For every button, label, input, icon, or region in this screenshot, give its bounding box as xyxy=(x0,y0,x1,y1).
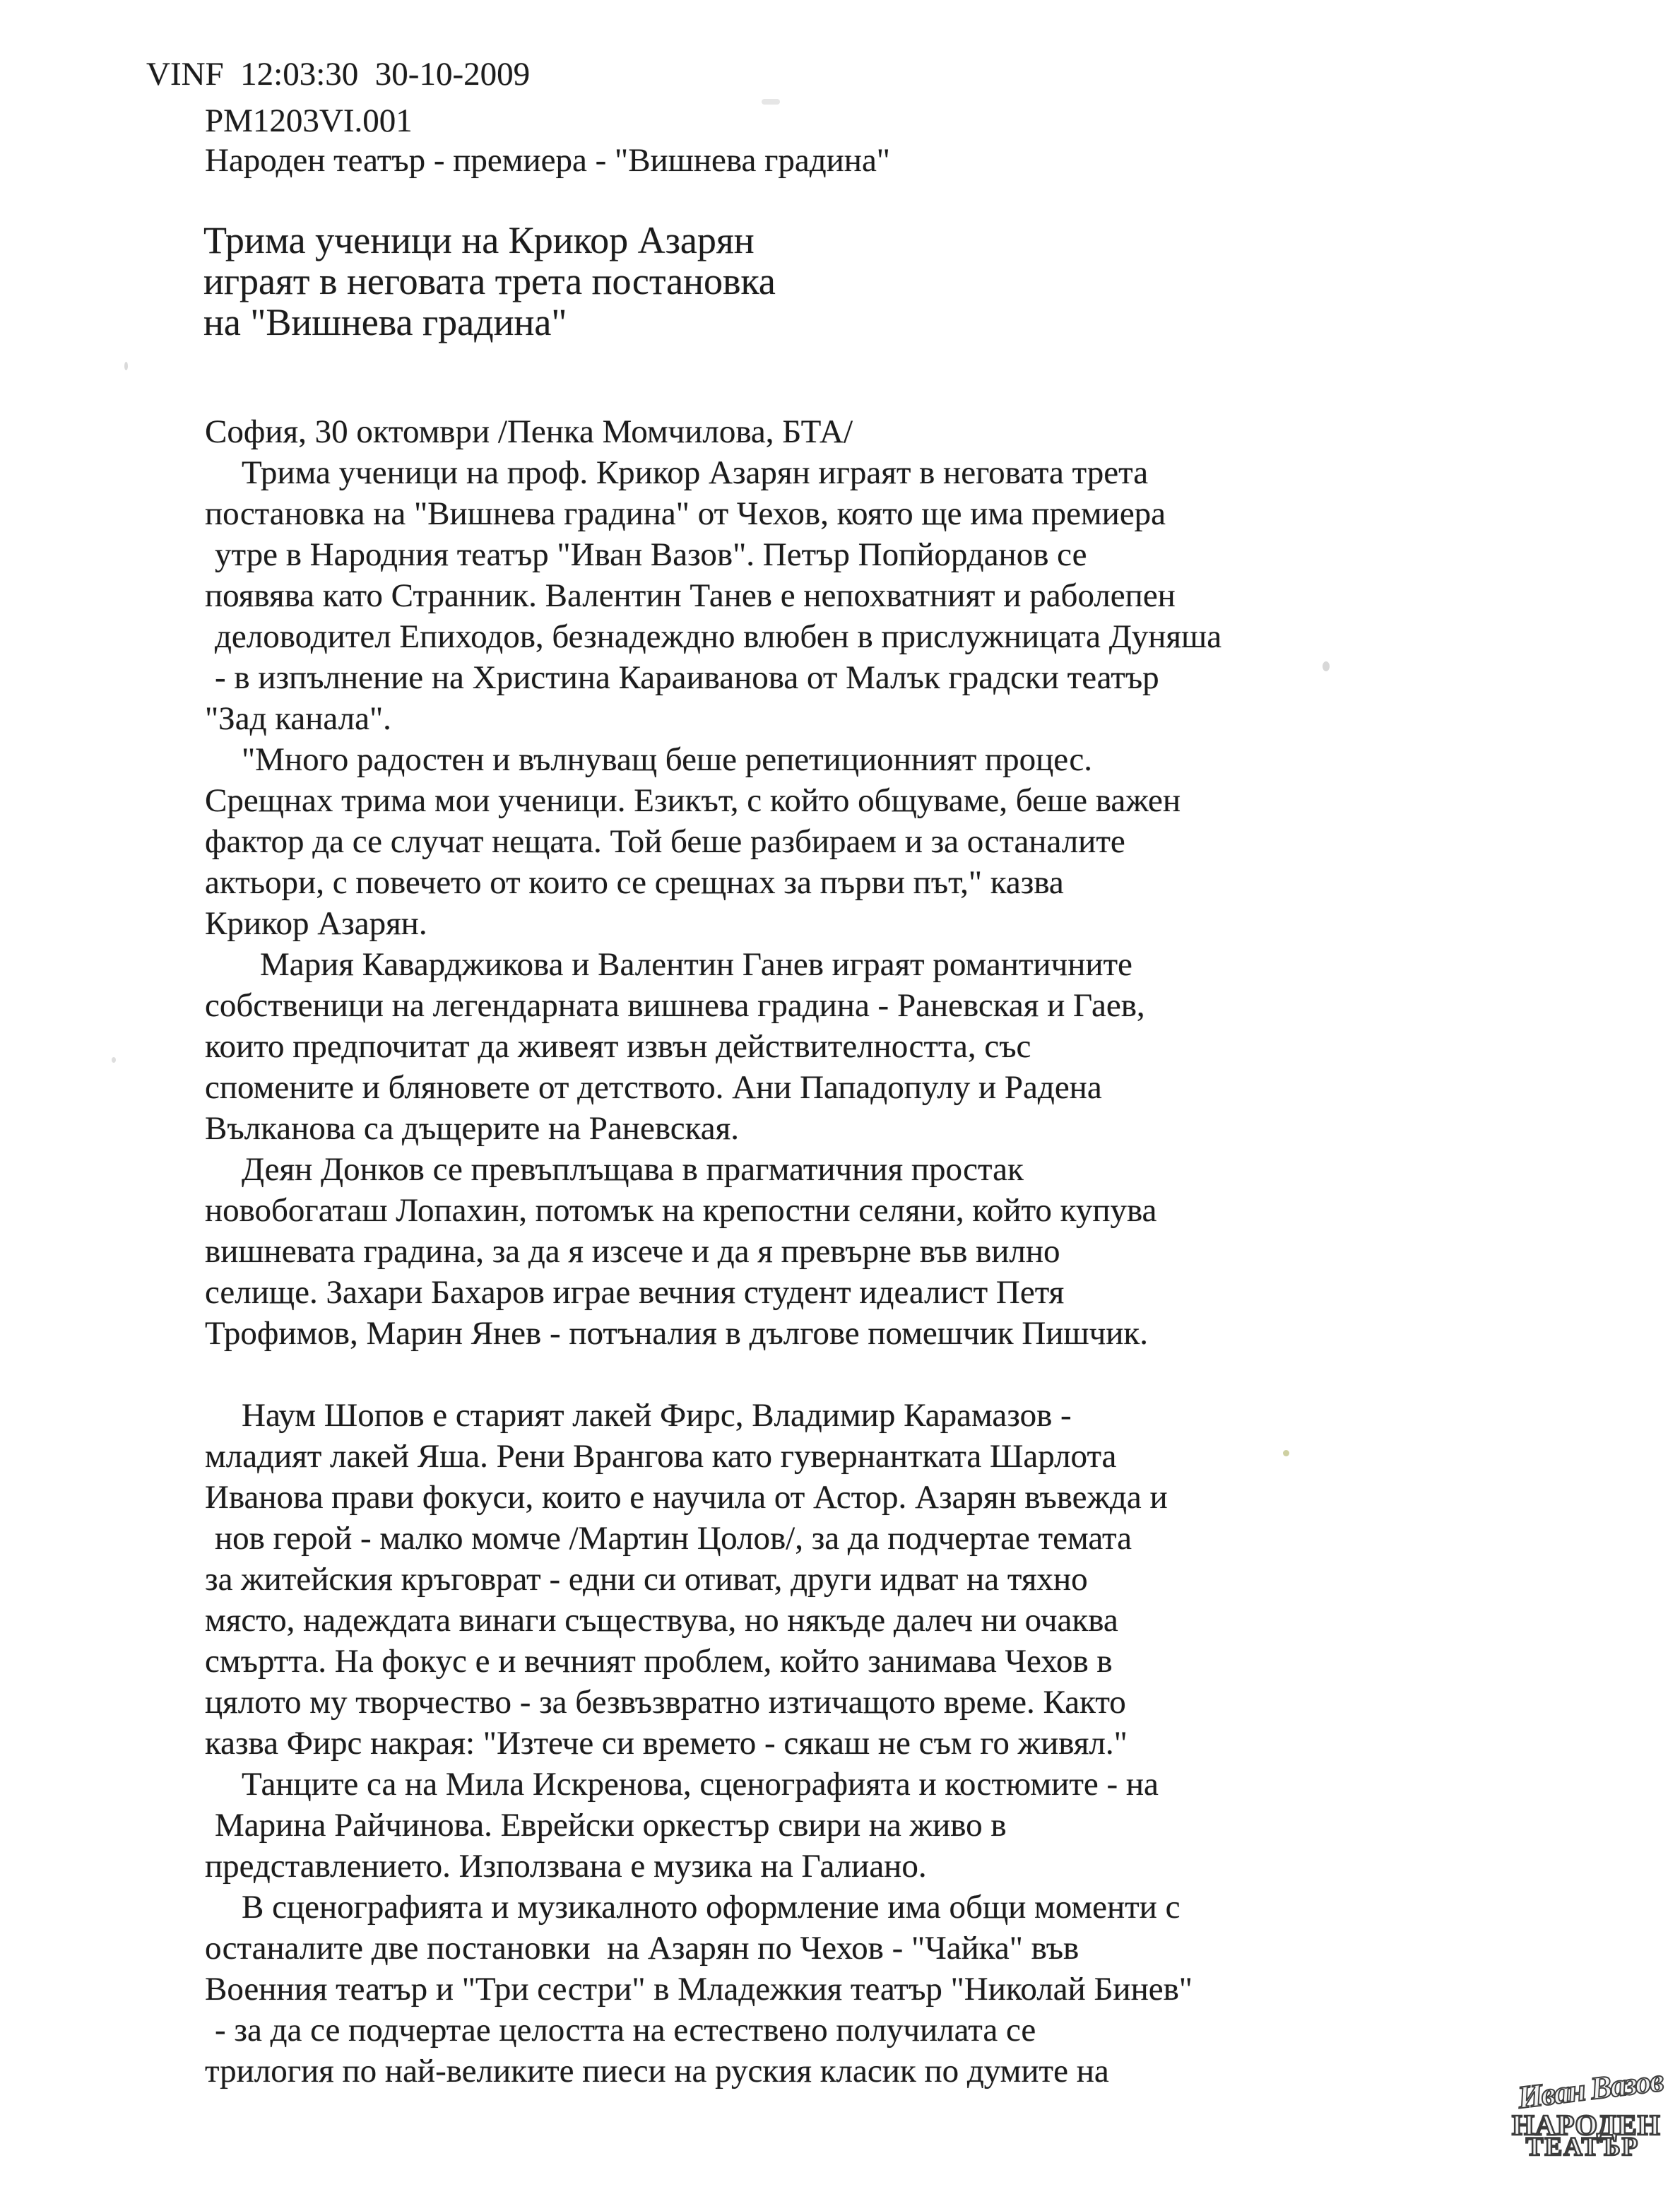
stamp-naroden-label: НАРОДЕН xyxy=(1512,2109,1661,2141)
body-line: - за да се подчертае целостта на естествено получилата се xyxy=(215,2012,1036,2049)
body-line: нов герой - малко момче /Мартин Цолов/, за да подчертае темата xyxy=(215,1520,1132,1557)
stamp-ivan-vazov-signature: Иван Вазов xyxy=(1515,2062,1664,2116)
body-line: постановка на "Вишнева градина" от Чехов, която ще има премиера xyxy=(205,495,1166,532)
body-line: Трима ученици на проф. Крикор Азарян играят в неговата трета xyxy=(242,454,1149,491)
body-line: които предпочитат да живеят извън действителността, със xyxy=(205,1028,1031,1065)
body-line: - в изпълнение на Христина Караиванова от Малък градски театър xyxy=(215,659,1159,696)
body-line: вишневата градина, за да я изсече и да я превърне във вилно xyxy=(205,1233,1060,1270)
body-line: София, 30 октомври /Пенка Момчилова, БТА/ xyxy=(205,413,853,450)
subtitle-line: Трима ученици на Крикор Азарян xyxy=(203,219,755,261)
body-line: смъртта. На фокус е и вечният проблем, който занимава Чехов в xyxy=(205,1643,1113,1680)
body-line: казва Фирс накрая: "Изтече си времето - сякаш не съм го живял." xyxy=(205,1725,1128,1762)
subtitle-line: на "Вишнева градина" xyxy=(203,301,567,343)
subtitle-line: играят в неговата трета постановка xyxy=(203,260,776,302)
body-line: Наум Шопов е старият лакей Фирс, Владимир Карамазов - xyxy=(242,1397,1072,1434)
body-line: останалите две постановки на Азарян по Чехов - "Чайка" във xyxy=(205,1930,1079,1967)
body-line: актьори, с повечето от които се срещнах за първи път," казва xyxy=(205,864,1064,901)
body-line: за житейския кръговрат - едни си отиват, други идват на тяхно xyxy=(205,1561,1088,1598)
body-line: новобогаташ Лопахин, потомък на крепостни селяни, който купува xyxy=(205,1192,1157,1229)
body-line: Крикор Азарян. xyxy=(205,905,427,942)
body-line: младият лакей Яша. Рени Врангова като гувернантката Шарлота xyxy=(205,1438,1117,1475)
body-line: "Зад канала". xyxy=(205,700,391,737)
wire-agency-timestamp: VINF 12:03:30 30-10-2009 xyxy=(146,56,531,93)
body-line: фактор да се случат нещата. Той беше разбираем и за останалите xyxy=(205,823,1125,860)
stamp-teatar-label: ТЕАТЪР xyxy=(1525,2133,1640,2162)
scan-artifact xyxy=(1323,661,1330,671)
body-line: Иванова прави фокуси, които е научила от Астор. Азарян въвежда и xyxy=(205,1479,1168,1516)
scan-artifact xyxy=(762,99,780,105)
scan-artifact xyxy=(124,362,128,370)
body-line: Марина Райчинова. Еврейски оркестър свири на живо в xyxy=(215,1807,1007,1844)
body-line: трилогия по най-великите пиеси на руския класик по думите на xyxy=(205,2053,1109,2089)
body-line: Военния театър и "Три сестри" в Младежкия театър "Николай Бинев" xyxy=(205,1971,1193,2008)
body-line: утре в Народния театър "Иван Вазов". Петър Попйорданов се xyxy=(215,536,1087,573)
body-line: Трофимов, Марин Янев - потъналия в дългове помешчик Пишчик. xyxy=(205,1315,1148,1352)
body-line: цялото му творчество - за безвъзвратно изтичащото време. Както xyxy=(205,1684,1126,1721)
body-line: представлението. Използвана е музика на Галиано. xyxy=(205,1848,927,1885)
body-line: деловодител Епиходов, безнадеждно влюбен в прислужницата Дуняша xyxy=(215,618,1222,655)
body-line: В сценографията и музикалното оформление има общи моменти с xyxy=(242,1889,1181,1926)
body-line: Срещнах трима мои ученици. Езикът, с който общуваме, беше важен xyxy=(205,782,1181,819)
scan-artifact xyxy=(1283,1450,1289,1456)
body-line: появява като Странник. Валентин Танев е непохватният и раболепен xyxy=(205,577,1176,614)
body-line: Деян Донков се превъплъщава в прагматичния простак xyxy=(242,1151,1024,1188)
body-line: спомените и бляновете от детството. Ани Пападопулу и Радена xyxy=(205,1069,1102,1106)
body-line: селище. Захари Бахаров играе вечния студент идеалист Петя xyxy=(205,1274,1065,1311)
subtitle-block xyxy=(203,220,776,343)
article-body xyxy=(205,411,1349,2092)
body-line: Мария Каварджикова и Валентин Ганев играят романтичните xyxy=(260,946,1132,983)
body-line xyxy=(205,1354,1349,1395)
body-line: "Много радостен и вълнуващ беше репетиционният процес. xyxy=(242,741,1092,778)
body-line: Вълканова са дъщерите на Раневская. xyxy=(205,1110,739,1147)
headline: Народен театър - премиера - "Вишнева градина" xyxy=(205,142,890,179)
scan-artifact xyxy=(112,1057,116,1063)
body-line: Танците са на Мила Искренова, сценографията и костюмите - на xyxy=(242,1766,1159,1803)
body-line: собственици на легендарната вишнева градина - Раневская и Гаев, xyxy=(205,987,1145,1024)
document-id: PM1203VI.001 xyxy=(205,102,413,139)
body-line: място, надеждата винаги съществува, но някъде далеч ни очаква xyxy=(205,1602,1118,1639)
